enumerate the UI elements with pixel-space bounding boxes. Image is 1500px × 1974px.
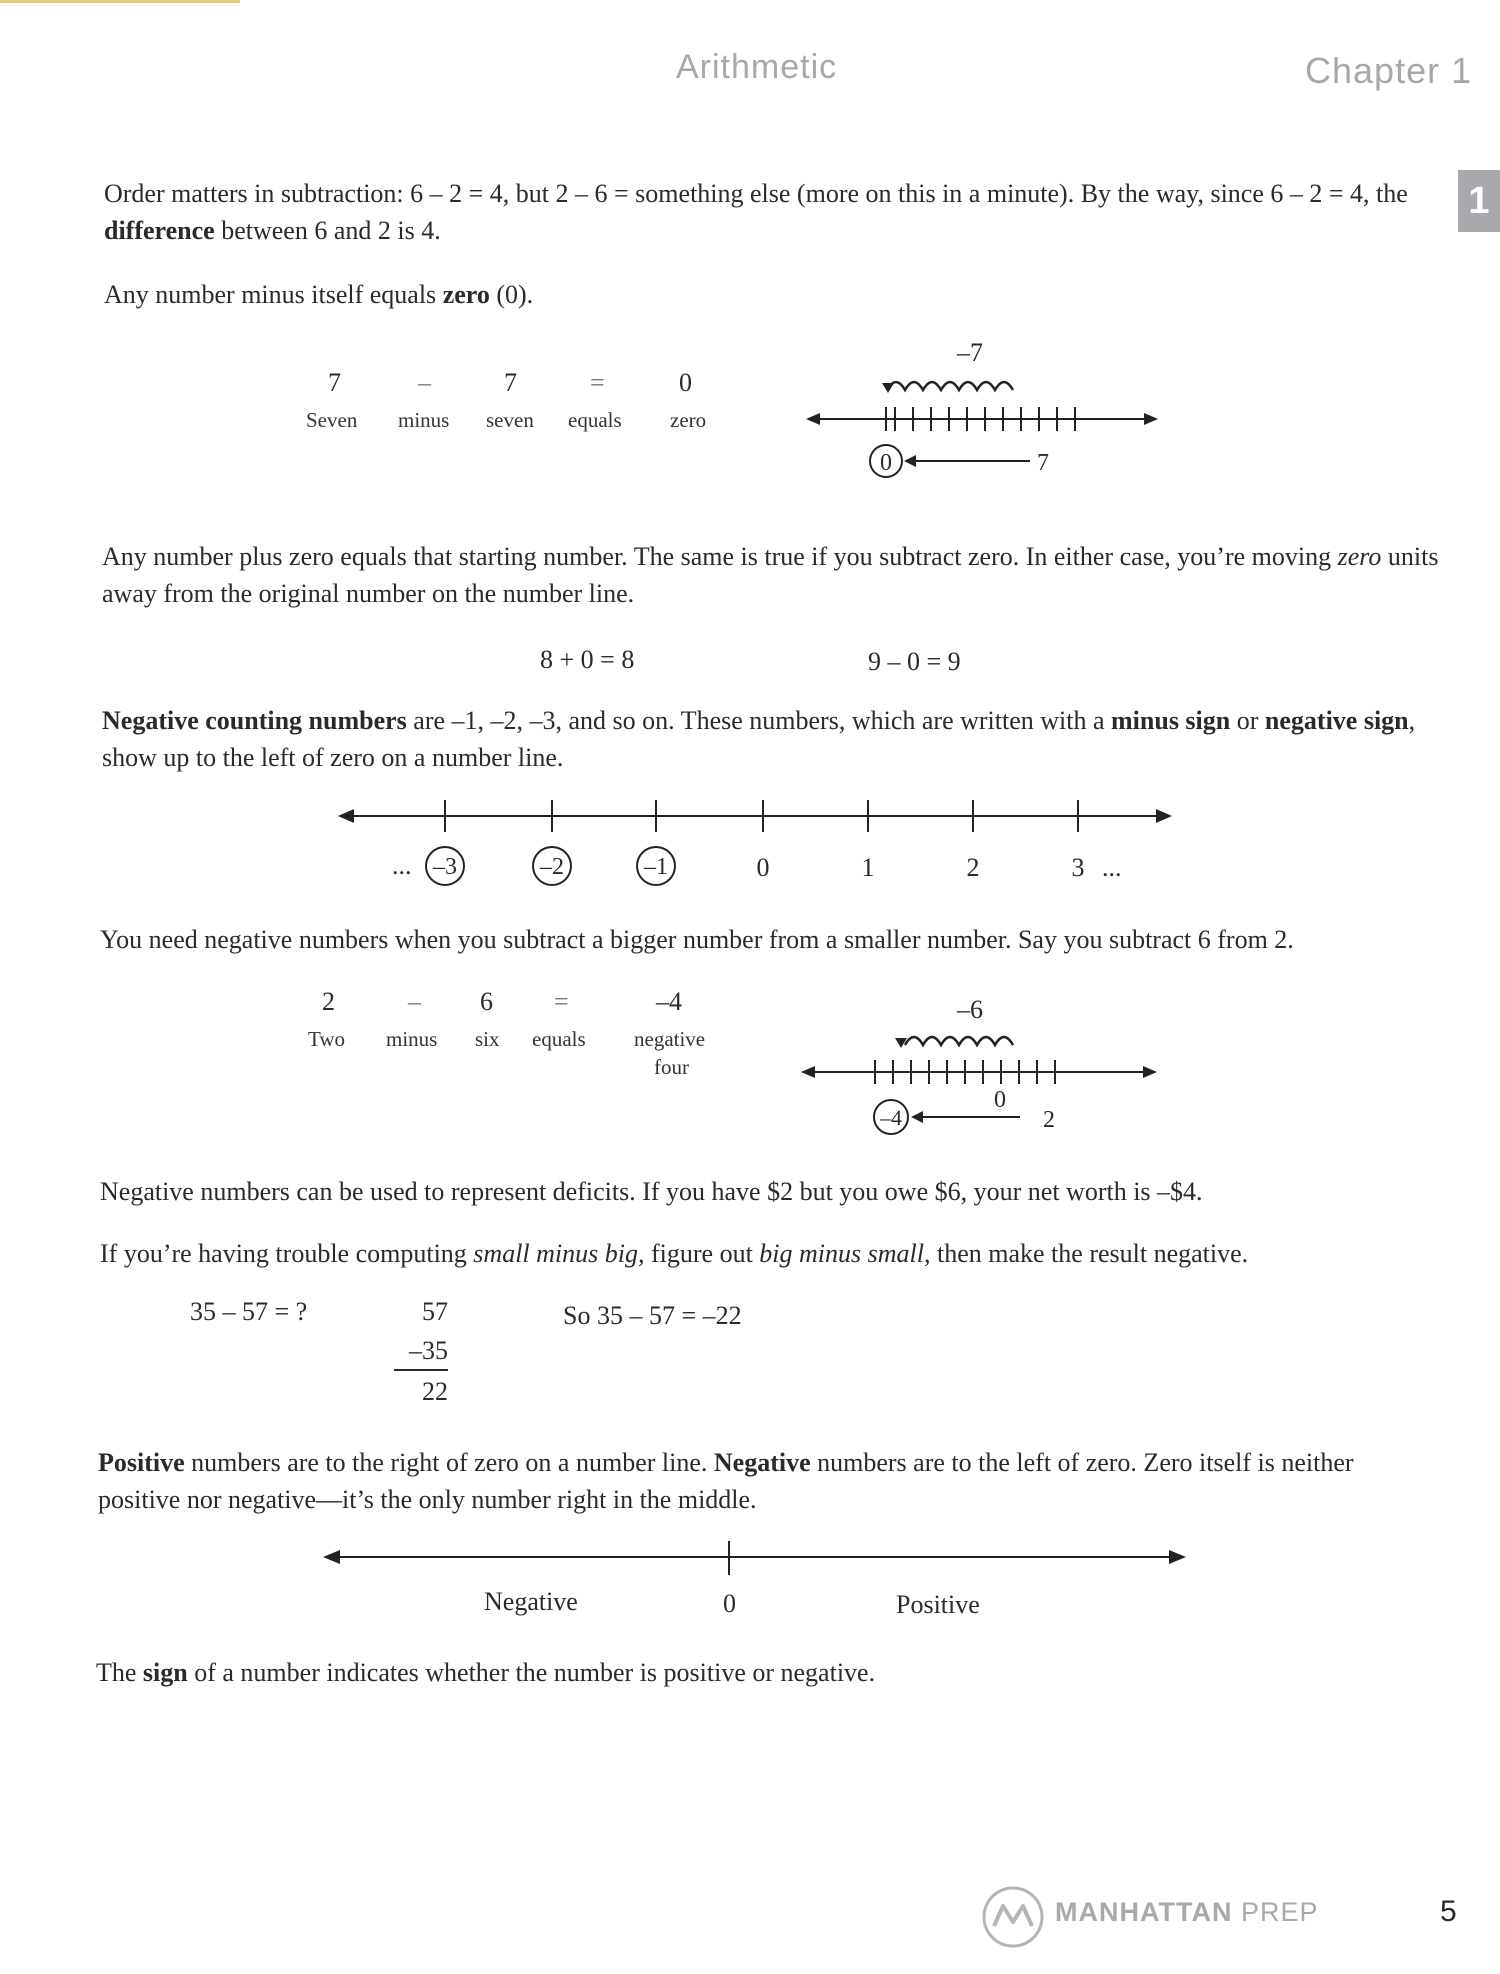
paragraph-small-minus-big <box>100 1235 1440 1272</box>
text: Any number minus itself equals <box>104 280 443 309</box>
paragraph-positive-negative <box>98 1444 1438 1518</box>
eq-term: –4 <box>656 987 682 1016</box>
label-zero: 0 <box>723 1589 736 1618</box>
chapter-tab: 1 <box>1458 170 1500 232</box>
eq-operator: – <box>418 368 431 397</box>
eq-term: 0 <box>679 368 692 397</box>
paragraph-plus-zero <box>102 538 1442 612</box>
tick-label: 0 <box>756 853 770 882</box>
calc-answer: So 35 – 57 = –22 <box>563 1301 742 1330</box>
equation-two-minus-six <box>298 985 728 1083</box>
tick-label: –3 <box>433 854 457 880</box>
tick-label: 3 <box>1071 853 1085 882</box>
jump-arcs <box>887 382 1013 390</box>
text: The <box>96 1658 143 1687</box>
tick-label: –2 <box>540 854 564 880</box>
term-zero: zero <box>442 280 490 309</box>
paragraph-sign <box>96 1654 1436 1691</box>
emphasis-big-minus-small: big minus small, <box>759 1239 931 1268</box>
eq-word: seven <box>486 408 534 432</box>
eq-operator: = <box>590 368 605 397</box>
eq-term: 6 <box>480 987 493 1016</box>
equation-subtract-zero: 9 – 0 = 9 <box>868 647 961 676</box>
eq-word: Two <box>308 1027 346 1051</box>
result-label: 0 <box>880 450 892 476</box>
paragraph-negative-counting <box>102 702 1442 776</box>
equation-add-zero: 8 + 0 = 8 <box>540 645 635 674</box>
axis-arrow-right <box>1144 413 1158 425</box>
term-sign: sign <box>142 1658 188 1687</box>
jump-arcs <box>905 1037 1013 1045</box>
text: , show up to the left of zero on a number line. <box>102 706 1416 772</box>
start-label: 2 <box>1043 1107 1055 1133</box>
result-label: –4 <box>880 1105 902 1130</box>
manhattan-prep-logo-icon <box>980 1884 1046 1950</box>
tick-label: 1 <box>861 853 875 882</box>
axis-arrow-right <box>1169 1550 1186 1564</box>
axis-arrow-right <box>1143 1066 1157 1078</box>
sign-number-line <box>318 1535 1188 1615</box>
eq-word: minus <box>386 1027 438 1051</box>
brand-wordmark <box>1055 1897 1319 1928</box>
return-arrowhead <box>911 1111 923 1123</box>
calc-minuend: 57 <box>422 1297 448 1326</box>
calc-subtrahend: –35 <box>394 1333 448 1371</box>
text: are –1, –2, –3, and so on. These numbers, which are written with a <box>406 706 1112 735</box>
label-positive: Positive <box>896 1590 980 1619</box>
text: Any number plus zero equals that starting number. The same is true if you subtract zero. In either case, you’re moving <box>102 542 1338 571</box>
number-line-diagram-minus-six <box>795 990 1175 1140</box>
emphasis-small-minus-big: small minus big, <box>473 1239 645 1268</box>
term-negative-counting-numbers: Negative counting numbers <box>102 706 407 735</box>
axis-arrow-left <box>806 413 820 425</box>
text: (0). <box>489 280 534 309</box>
start-label: 7 <box>1037 450 1049 476</box>
zero-label: 0 <box>994 1087 1006 1113</box>
brand-light: PREP <box>1232 1897 1319 1927</box>
tick-label: –1 <box>644 854 668 880</box>
jump-label: –6 <box>957 995 983 1024</box>
text: If you’re having trouble computing <box>100 1239 474 1268</box>
calc-column <box>394 1291 448 1413</box>
eq-word: zero <box>670 408 707 432</box>
axis-arrow-left <box>801 1066 815 1078</box>
axis-arrow-left <box>338 809 354 823</box>
calc-question: 35 – 57 = ? <box>190 1297 308 1326</box>
text: Order matters in subtraction: 6 – 2 = 4, but 2 – 6 = something else (more on this in a minute). By the way, since 6 – 2 = 4, the <box>104 179 1408 208</box>
page-number: 5 <box>1440 1895 1457 1928</box>
paragraph-minus-itself <box>104 276 533 313</box>
brand-bold: MANHATTAN <box>1055 1897 1233 1927</box>
emphasis-zero: zero <box>1337 542 1382 571</box>
text: then make the result negative. <box>930 1239 1249 1268</box>
number-line-diagram-minus-seven <box>800 335 1180 485</box>
eq-word: four <box>654 1055 689 1079</box>
calc-result: 22 <box>422 1377 448 1406</box>
text: or <box>1230 706 1265 735</box>
eq-operator: = <box>554 987 569 1016</box>
eq-operator: – <box>408 987 421 1016</box>
jump-label: –7 <box>957 338 983 367</box>
text: numbers are to the left of zero. Zero itself is neither positive nor negative—it’s the only number right in the middle. <box>98 1448 1354 1514</box>
leading-ellipsis: ... <box>392 851 412 880</box>
text: of a number indicates whether the number is positive or negative. <box>187 1658 876 1687</box>
number-line-integers <box>330 790 1180 900</box>
term-minus-sign: minus sign <box>1111 706 1231 735</box>
eq-word: Seven <box>306 408 358 432</box>
paragraph-order-matters <box>104 175 1444 249</box>
running-header-chapter: Chapter 1 <box>1305 50 1473 91</box>
equation-seven-minus-seven <box>298 366 718 436</box>
eq-term: 7 <box>504 368 517 397</box>
top-accent-rule <box>0 0 240 3</box>
text: numbers are to the right of zero on a number line. <box>184 1448 714 1477</box>
axis-arrow-right <box>1156 809 1172 823</box>
axis-arrow-left <box>323 1550 340 1564</box>
label-negative: Negative <box>484 1587 578 1616</box>
tick-label: 2 <box>966 853 980 882</box>
term-negative-sign: negative sign <box>1264 706 1409 735</box>
text: figure out <box>644 1239 760 1268</box>
eq-word: equals <box>568 408 622 432</box>
eq-term: 2 <box>322 987 335 1016</box>
text: between 6 and 2 is 4. <box>214 216 441 245</box>
term-negative: Negative <box>713 1448 811 1477</box>
term-positive: Positive <box>98 1448 185 1477</box>
eq-word: equals <box>532 1027 586 1051</box>
eq-word: minus <box>398 408 450 432</box>
running-header-section: Arithmetic <box>676 48 838 86</box>
eq-word: negative <box>634 1027 706 1051</box>
eq-term: 7 <box>328 368 341 397</box>
jump-arrowhead <box>882 383 894 393</box>
return-arrowhead <box>904 455 916 467</box>
term-difference: difference <box>104 216 215 245</box>
text: units away from the original number on the number line. <box>102 542 1439 608</box>
paragraph-subtract-bigger: You need negative numbers when you subtract a bigger number from a smaller number. Say you subtract 6 from 2. <box>100 925 1294 954</box>
eq-word: six <box>475 1027 500 1051</box>
paragraph-deficits: Negative numbers can be used to represent deficits. If you have $2 but you owe $6, your net worth is –$4. <box>100 1177 1203 1206</box>
trailing-ellipsis: ... <box>1102 853 1122 882</box>
